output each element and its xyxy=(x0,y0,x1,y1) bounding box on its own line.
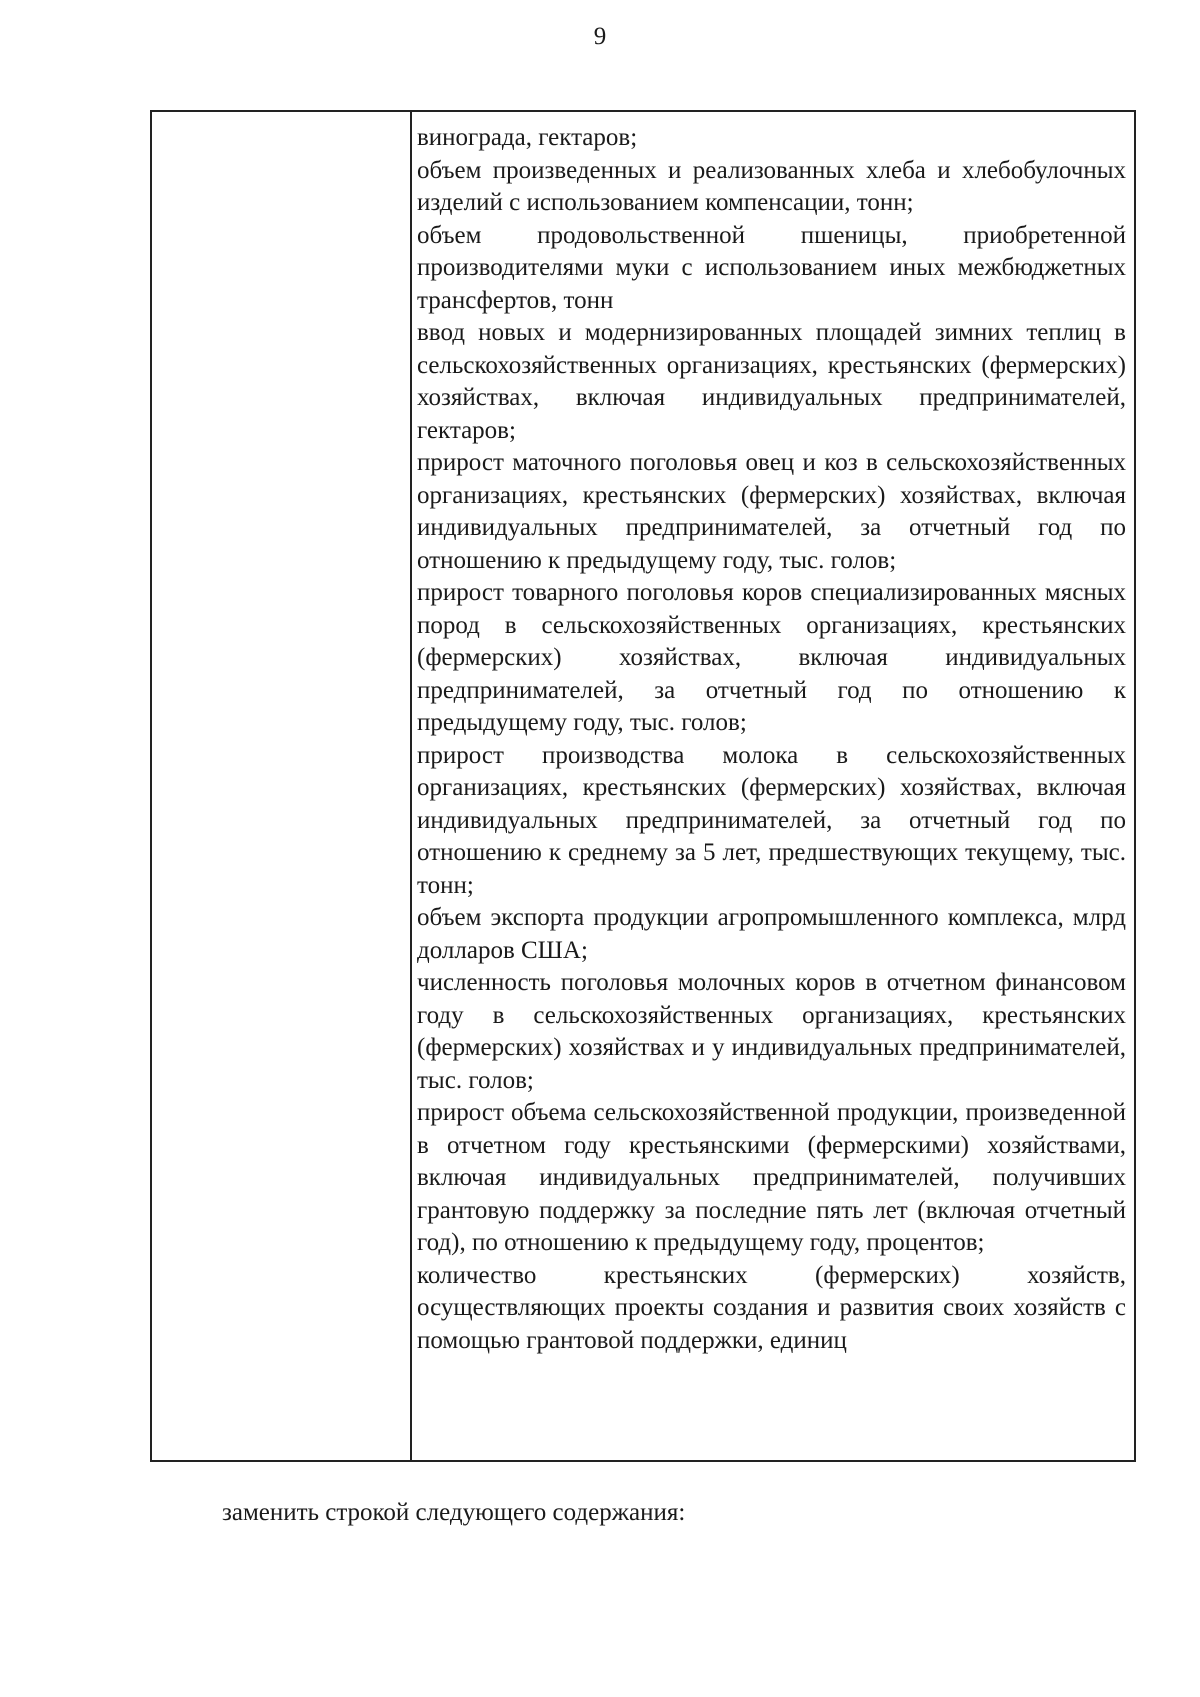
indicator-entry-4: ввод новых и модернизированных площадей зимних теплиц в сельскохозяйственных организациях, крестьянских (фермерских) хозяйствах, включая индивидуальных предпринимателей, гектаров; xyxy=(417,319,1126,444)
indicator-table xyxy=(150,110,1136,1462)
indicator-entry-2: объем произведенных и реализованных хлеба и хлебобулочных изделий с использованием компенсации, тонн; xyxy=(417,156,1126,216)
indicator-entry-1: винограда, гектаров; xyxy=(417,124,638,151)
indicator-entry-3: объем продовольственной пшеницы, приобретенной производителями муки с использованием иных межбюджетных трансфертов, тонн xyxy=(417,221,1126,314)
table-left-cell xyxy=(152,112,412,1460)
indicator-entry-10: прирост объема сельскохозяйственной продукции, произведенной в отчетном году крестьянскими (фермерскими) хозяйствами, включая индивидуальных предпринимателей, получивших грантовую поддержку за последние пять лет (включая отчетный год), по отношению к предыдущему году, процентов; xyxy=(417,1099,1126,1256)
indicator-entry-11: количество крестьянских (фермерских) хозяйств, осуществляющих проекты создания и развития своих хозяйств с помощью грантовой поддержки, единиц xyxy=(417,1261,1126,1354)
indicator-entry-8: объем экспорта продукции агропромышленного комплекса, млрд долларов США; xyxy=(417,904,1126,964)
closing-instruction: заменить строкой следующего содержания: xyxy=(222,1499,686,1526)
page-number: 9 xyxy=(593,23,607,50)
table-right-cell xyxy=(412,112,1134,1460)
indicator-entry-5: прирост маточного поголовья овец и коз в сельскохозяйственных организациях, крестьянских (фермерских) хозяйствах, включая индивидуальных предпринимателей, за отчетный год по отношению к предыдущему году, тыс. голов; xyxy=(417,449,1126,574)
indicator-entry-6: прирост товарного поголовья коров специализированных мясных пород в сельскохозяйственных организациях, крестьянских (фермерских) хозяйствах, включая индивидуальных предпринимателей, за отчетный год по отношению к предыдущему году, тыс. голов; xyxy=(417,579,1126,736)
indicator-entry-9: численность поголовья молочных коров в отчетном финансовом году в сельскохозяйственных организациях, крестьянских (фермерских) хозяйствах и у индивидуальных предпринимателей, тыс. голов; xyxy=(417,969,1126,1094)
indicator-entry-7: прирост производства молока в сельскохозяйственных организациях, крестьянских (фермерских) хозяйствах, включая индивидуальных предпринимателей, за отчетный год по отношению к среднему за 5 лет, предшествующих текущему, тыс. тонн; xyxy=(417,741,1126,899)
